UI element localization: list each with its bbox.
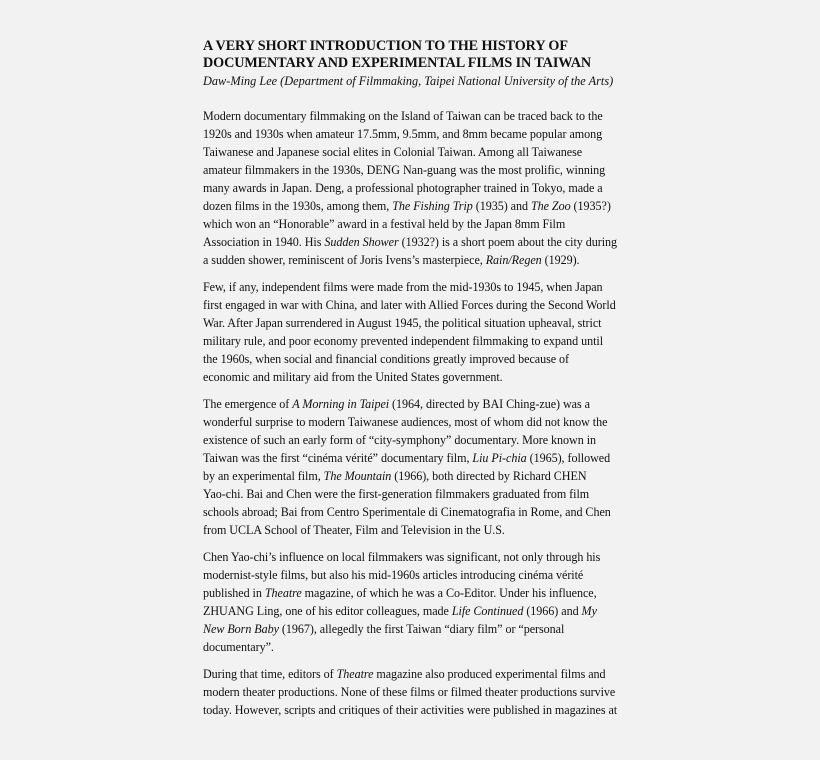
paragraph-line: by an experimental film, The Mountain (1966), both directed by Richard CHEN [203,469,587,483]
title-line-1: A VERY SHORT INTRODUCTION TO THE HISTORY OF [203,38,568,54]
paragraph-line: The emergence of A Morning in Taipei (1964, directed by BAI Ching-zue) was a [203,397,590,411]
paragraph-line: today. However, scripts and critiques of their activities were published in magazines at [203,703,618,717]
paragraph-line: a sudden shower, reminiscent of Joris Ivens’s masterpiece, Rain/Regen (1929). [203,253,580,267]
paragraph-line: Taiwanese and Japanese social elites in Colonial Taiwan. Among all Taiwanese [203,145,583,159]
paragraph-line: which won an “Honorable” award in a festival held by the Japan 8mm Film [203,217,566,231]
paragraph-line: Association in 1940. His Sudden Shower (1932?) is a short poem about the city during [203,235,618,249]
author-byline: Daw-Ming Lee (Department of Filmmaking, Taipei National University of the Arts) [203,74,614,88]
paragraph-line: from UCLA School of Theater, Film and Television in the U.S. [203,523,505,537]
paragraph-line: many awards in Japan. Deng, a professional photographer trained in Tokyo, made a [203,181,603,195]
paragraph-line: amateur filmmakers in the 1930s, DENG Nan-guang was the most prolific, winning [203,163,606,177]
paragraph-line: modern theater productions. None of these films or filmed theater productions survive [203,685,616,699]
paragraph-line: Chen Yao-chi’s influence on local filmmakers was significant, not only through his [203,550,601,564]
paragraph-line: wonderful surprise to modern Taiwanese audiences, most of whom did not know the [203,415,608,429]
paragraph-line: military rule, and poor economy prevented independent filmmaking to expand until [203,334,604,348]
paragraph-5 [203,665,627,719]
paragraph-4 [203,548,627,656]
paragraph-line: During that time, editors of Theatre magazine also produced experimental films and [203,667,606,681]
paragraph-line: 1920s and 1930s when amateur 17.5mm, 9.5mm, and 8mm became popular among [203,127,603,141]
document-title [203,38,627,72]
paragraph-line: Yao-chi. Bai and Chen were the first-generation filmmakers graduated from film [203,487,590,501]
paragraph-line: modernist-style films, but also his mid-1960s articles introducing cinéma vérité [203,568,584,582]
paragraph-line: ZHUANG Ling, one of his editor colleagues, made Life Continued (1966) and My [203,604,597,618]
paragraph-line: New Born Baby (1967), allegedly the first Taiwan “diary film” or “personal [203,622,565,636]
paragraph-2 [203,278,627,386]
paragraph-line: Few, if any, independent films were made from the mid-1930s to 1945, when Japan [203,280,603,294]
paragraph-line: the 1960s, when social and financial conditions greatly improved because of [203,352,570,366]
paragraph-line: economic and military aid from the United States government. [203,370,503,384]
paragraph-line: existence of such an early form of “city-symphony” documentary. More known in [203,433,596,447]
paragraph-line: documentary”. [203,640,274,654]
paragraph-3 [203,395,627,539]
paragraph-line: Taiwan was the first “cinéma vérité” documentary film, Liu Pi-chia (1965), followed [203,451,611,465]
paragraph-line: first engaged in war with China, and later with Allied Forces during the Second World [203,298,616,312]
paragraph-line: published in Theatre magazine, of which he was a Co-Editor. Under his influence, [203,586,597,600]
paragraph-1 [203,107,627,269]
paragraph-line: War. After Japan surrendered in August 1945, the political situation upheaval, strict [203,316,602,330]
paragraph-line: Modern documentary filmmaking on the Island of Taiwan can be traced back to the [203,109,603,123]
paragraph-line: dozen films in the 1930s, among them, The Fishing Trip (1935) and The Zoo (1935?) [203,199,611,213]
paragraph-line: schools abroad; Bai from Centro Sperimentale di Cinematografia in Rome, and Chen [203,505,611,519]
title-line-2: DOCUMENTARY AND EXPERIMENTAL FILMS IN TAIWAN [203,55,592,71]
document-content [203,38,627,719]
